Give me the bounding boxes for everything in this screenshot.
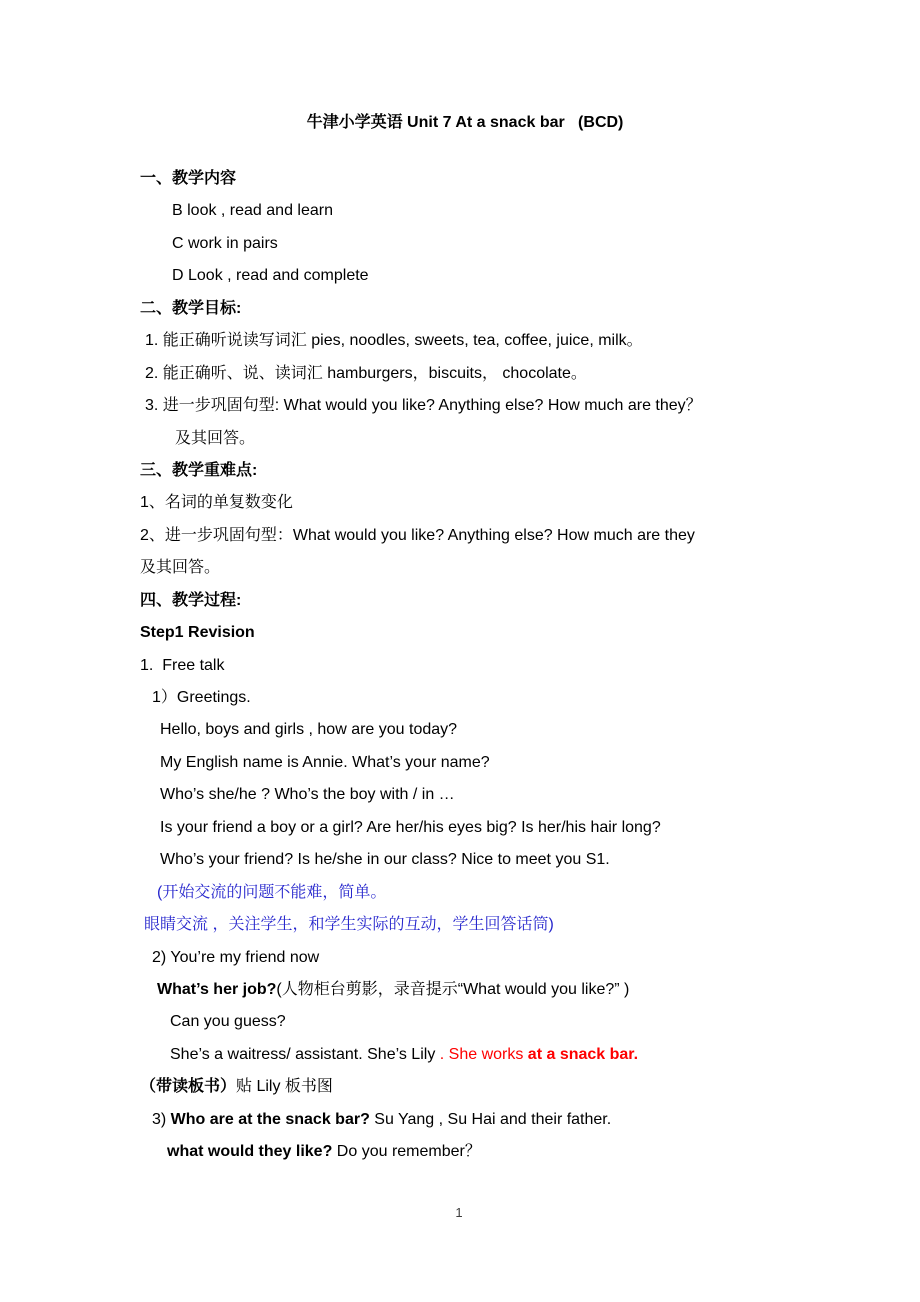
document-line: [140, 390, 870, 422]
document-line: [140, 1136, 870, 1168]
text-segment: 三、教学重难点:: [140, 461, 258, 479]
document-line: [140, 1039, 870, 1071]
document-line: [140, 844, 870, 876]
document-line: [140, 455, 870, 487]
text-segment: She’s a waitress/ assistant. She’s Lily: [170, 1045, 440, 1063]
text-segment: Who’s she/he ? Who’s the boy with / in …: [160, 786, 455, 804]
text-segment: 1. 能正确听说读写词汇 pies, noodles, sweets, tea, coffee, juice, milk。: [145, 332, 643, 350]
text-segment: 一、教学内容: [140, 170, 237, 187]
document-line: [140, 228, 870, 260]
text-segment: Who are at the snack bar?: [170, 1110, 370, 1128]
text-segment: B look , read and learn: [172, 202, 333, 220]
document-line: [140, 423, 870, 455]
document-line: [140, 585, 870, 617]
text-segment: Do you remember？: [332, 1143, 481, 1161]
text-segment: Su Yang , Su Hai and their father.: [369, 1110, 612, 1128]
document-line: [140, 909, 870, 941]
text-segment: （带读板书）: [140, 1078, 237, 1096]
document-line: [140, 942, 870, 974]
page-number: 1: [455, 1205, 463, 1220]
text-segment: C work in pairs: [172, 234, 278, 252]
document-line: [140, 163, 870, 195]
text-segment: 眼睛交流 ，关注学生，和学生实际的互动，学生回答话筒): [144, 916, 554, 934]
text-segment: 1）Greetings.: [152, 689, 251, 706]
text-segment: 1. Free talk: [140, 656, 225, 674]
text-segment: D Look , read and complete: [172, 267, 369, 285]
document-line: [140, 974, 870, 1006]
document-line: [140, 260, 870, 292]
text-segment: My English name is Annie. What’s your name?: [160, 753, 490, 771]
document-body: [140, 163, 870, 1169]
text-segment: (人物柜台剪影，录音提示“What would you like?” ): [276, 980, 630, 998]
document-line: [140, 1104, 870, 1136]
document-line: [140, 747, 870, 779]
text-segment: 2. 能正确听、说、读词汇 hamburgers，biscuits， chocolate。: [145, 364, 587, 382]
text-segment: 1、名词的单复数变化: [140, 494, 293, 512]
document-line: [140, 520, 870, 552]
text-segment: Can you guess?: [170, 1013, 286, 1031]
document-line: [140, 779, 870, 811]
document-line: [140, 1071, 870, 1103]
text-segment: Who’s your friend? Is he/she in our class? Nice to meet you S1.: [160, 851, 610, 869]
document-line: [140, 682, 870, 714]
text-segment: 二、教学目标:: [140, 299, 242, 317]
text-segment: (开始交流的问题不能难，简单。: [157, 883, 387, 901]
document-line: [140, 487, 870, 519]
document-line: [140, 358, 870, 390]
text-segment: 3): [152, 1110, 171, 1128]
document-line: [140, 552, 870, 584]
text-segment: 及其回答。: [140, 559, 221, 577]
document-line: [140, 812, 870, 844]
text-segment: Is your friend a boy or a girl? Are her/his eyes big? Is her/his hair long?: [160, 818, 661, 836]
document-title: 牛津小学英语 Unit 7 At a snack bar (BCD): [306, 114, 624, 131]
text-segment: what would they like?: [167, 1143, 333, 1161]
text-segment: 2) You’re my friend now: [152, 948, 320, 966]
document-line: [140, 293, 870, 325]
document-line: [140, 650, 870, 682]
document-line: [140, 617, 870, 649]
text-segment: 及其回答。: [175, 429, 256, 447]
text-segment: . She works: [439, 1045, 528, 1063]
document-line: [140, 1006, 870, 1038]
text-segment: What’s her job?: [157, 980, 277, 998]
document-line: [140, 877, 870, 909]
document-line: [140, 325, 870, 357]
text-segment: Hello, boys and girls , how are you today?: [160, 721, 458, 739]
text-segment: 贴 Lily 板书图: [236, 1078, 333, 1096]
text-segment: at a snack bar.: [527, 1045, 639, 1063]
text-segment: Step1 Revision: [140, 624, 255, 642]
document-line: [140, 714, 870, 746]
text-segment: 3. 进一步巩固句型: What would you like? Anything else? How much are they？: [145, 397, 702, 415]
text-segment: 四、教学过程:: [140, 591, 242, 609]
document-line: [140, 195, 870, 227]
text-segment: 2、进一步巩固句型：What would you like? Anything else? How much are they: [140, 526, 695, 544]
